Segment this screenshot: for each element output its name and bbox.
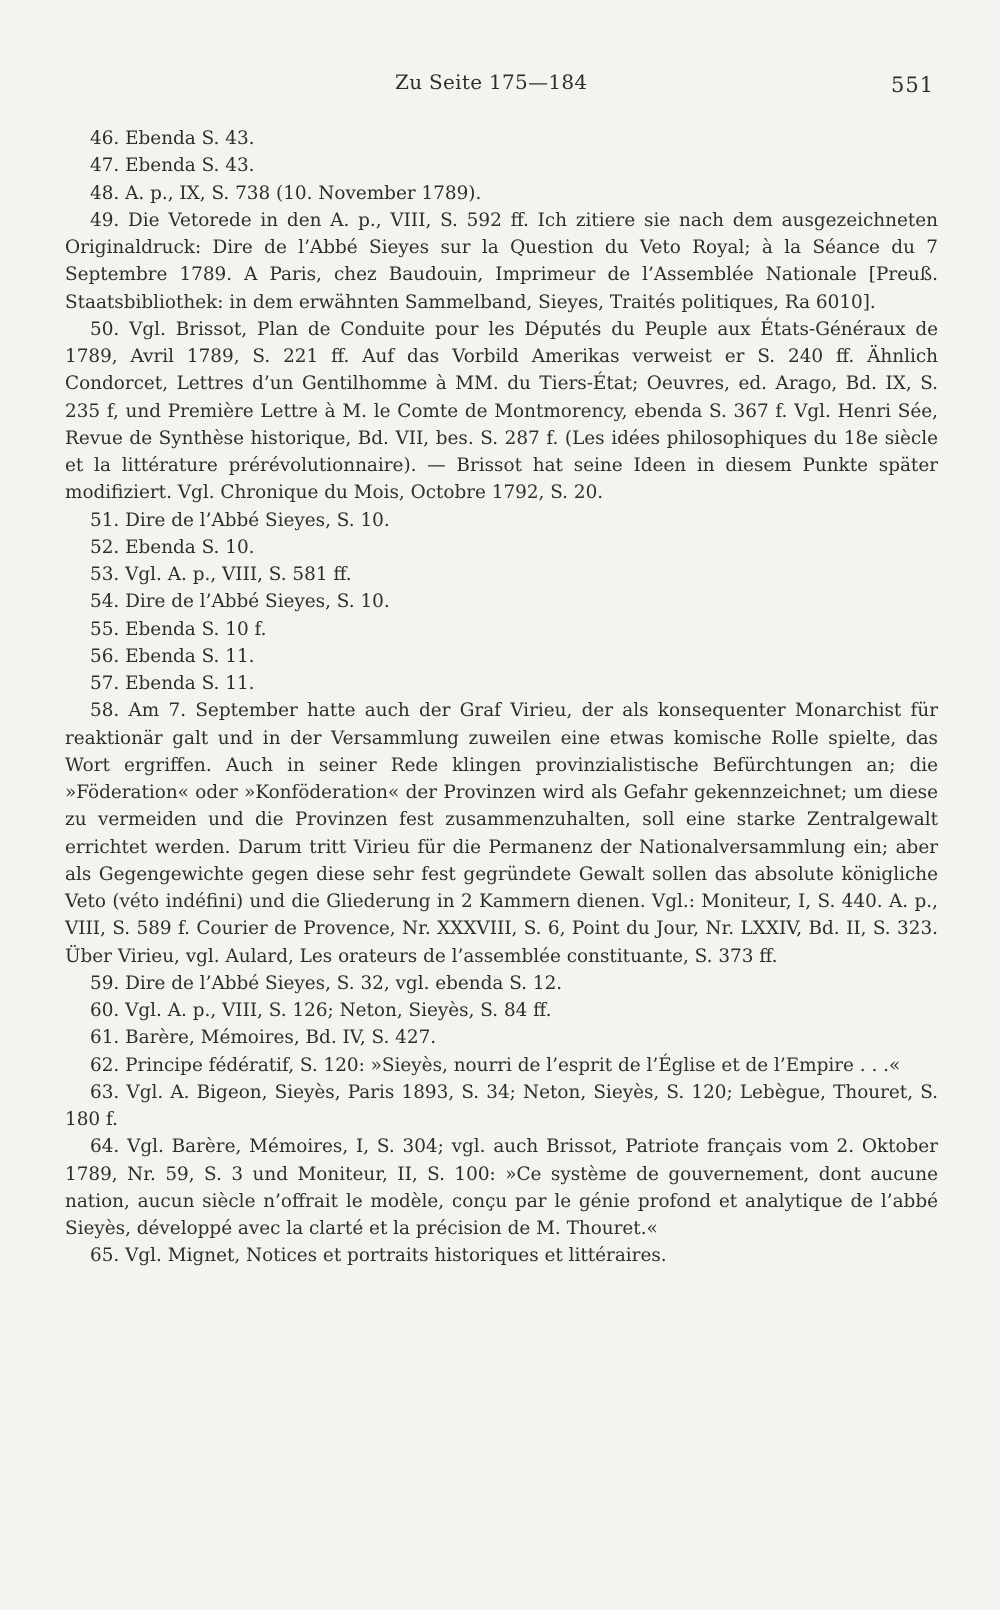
endnote-text: Dire de l’Abbé Sieyes, S. 10. (125, 509, 390, 531)
endnote (65, 1024, 938, 1051)
endnotes-list (65, 125, 938, 1270)
endnote-number: 56. (90, 645, 120, 667)
endnote-text: Principe fédératif, S. 120: »Sieyès, nourri de l’esprit de l’Église et de l’Empire . . .« (125, 1054, 901, 1076)
endnote-number: 52. (90, 536, 120, 558)
endnote-number: 57. (90, 673, 120, 694)
running-header-title: Zu Seite 175—184 (395, 70, 588, 94)
endnote-text: Vgl. A. p., VIII, S. 126; Neton, Sieyès, S. 84 ff. (125, 1000, 552, 1021)
endnote-number: 58. (90, 700, 120, 722)
endnote (65, 697, 938, 970)
endnote (65, 125, 938, 152)
endnote-text: Vgl. Barère, Mémoires, I, S. 304; vgl. auch Brissot, Patriote français vom 2. Oktober 1789, Nr. 59, S. 3 und Moniteur, II, S. 100: »Ce système de gouvernement, dont aucune nation, aucun siècle n’offrait le modèle, conçu par le génie profond et analytique de l’abbé Sieyès, développé avec la clarté et la précision de M. Thouret.« (65, 1136, 938, 1239)
endnote-number: 55. (90, 618, 120, 640)
endnote-text: A. p., IX, S. 738 (10. November 1789). (125, 182, 482, 204)
endnote (65, 534, 938, 561)
endnote (65, 997, 938, 1024)
endnote-text: Am 7. September hatte auch der Graf Virieu, der als konsequenter Monarchist für reaktionär galt und in der Versammlung zuweilen eine etwas komische Rolle spielte, das Wort ergriffen. Auch in seiner Rede klingen provinzialistische Befürchtungen an; die »Föderation« oder »Konföderation« der Provinzen wird als Gefahr gekennzeichnet; um diese zu vermeiden und die Provinzen fest zusammenzuhalten, soll eine starke Zentralgewalt errichtet werden. Darum tritt Virieu für die Permanenz der Nationalversammlung ein; aber als Gegengewichte gegen diese sehr fest gegründete Gewalt sollen das absolute königliche Veto (véto indéfini) und die Gliederung in 2 Kammern dienen. Vgl.: Moniteur, I, S. 440. A. p., VIII, S. 589 f. Courier de Provence, Nr. XXXVIII, S. 6, Point du Jour, Nr. LXXIV, Bd. II, S. 323. Über Virieu, vgl. Aulard, Les orateurs de l’assemblée constituante, S. 373 ff. (65, 700, 938, 967)
endnote (65, 1133, 938, 1242)
endnote (65, 207, 938, 316)
endnote-text: Ebenda S. 43. (125, 128, 255, 149)
endnote (65, 507, 938, 534)
endnote-text: Ebenda S. 11. (125, 673, 255, 694)
endnote (65, 180, 938, 207)
endnote-number: 62. (90, 1054, 120, 1076)
endnote-number: 61. (90, 1027, 120, 1049)
endnote (65, 561, 938, 588)
endnote-number: 47. (90, 155, 120, 177)
endnote-number: 64. (90, 1136, 120, 1158)
endnote-number: 51. (90, 509, 120, 531)
endnote-text: Ebenda S. 43. (125, 155, 255, 177)
endnote-number: 50. (90, 318, 120, 340)
endnote (65, 588, 938, 615)
endnote (65, 643, 938, 670)
endnote (65, 1079, 938, 1134)
endnote-number: 48. (90, 182, 120, 204)
endnote-text: Dire de l’Abbé Sieyes, S. 32, vgl. ebenda S. 12. (125, 972, 563, 994)
endnote-text: Vgl. Mignet, Notices et portraits historiques et littéraires. (125, 1245, 667, 1267)
endnote-number: 60. (90, 1000, 120, 1021)
endnote-text: Die Vetorede in den A. p., VIII, S. 592 ff. Ich zitiere sie nach dem ausgezeichneten Originaldruck: Dire de l’Abbé Sieyes sur la Question du Veto Royal; à la Séance du 7 Septembre 1789. A Paris, chez Baudouin, Imprimeur de l’Assemblée Nationale [Preuß. Staatsbibliothek: in dem erwähnten Sammelband, Sieyes, Traités politiques, Ra 6010]. (65, 209, 938, 313)
endnote-number: 46. (90, 128, 120, 149)
endnote-number: 54. (90, 591, 120, 613)
endnote-text: Vgl. Brissot, Plan de Conduite pour les Députés du Peuple aux États-Généraux de 1789, Avril 1789, S. 221 ff. Auf das Vorbild Amerikas verweist er S. 240 ff. Ähnlich Condorcet, Lettres d’un Gentilhomme à MM. du Tiers-État; Oeuvres, ed. Arago, Bd. IX, S. 235 f, und Première Lettre à M. le Comte de Montmorency, ebenda S. 367 f. Vgl. Henri Sée, Revue de Synthèse historique, Bd. VII, bes. S. 287 f. (Les idées philosophiques du 18e siècle et la littérature prérévolutionnaire). — Brissot hat seine Ideen in diesem Punkte später modifiziert. Vgl. Chronique du Mois, Octobre 1792, S. 20. (65, 318, 938, 504)
endnote-text: Ebenda S. 10 f. (125, 618, 267, 640)
endnote-text: Ebenda S. 10. (125, 536, 255, 558)
endnote (65, 970, 938, 997)
endnote-number: 63. (90, 1081, 120, 1103)
endnote (65, 616, 938, 643)
running-header (0, 70, 1000, 100)
endnote-number: 59. (90, 972, 120, 994)
endnote (65, 152, 938, 179)
endnote-text: Ebenda S. 11. (125, 645, 255, 667)
endnote-number: 53. (90, 564, 120, 585)
endnote-number: 65. (90, 1245, 120, 1267)
endnote (65, 316, 938, 507)
endnote (65, 1242, 938, 1269)
endnote-text: Vgl. A. p., VIII, S. 581 ff. (125, 564, 352, 585)
endnote-text: Barère, Mémoires, Bd. IV, S. 427. (125, 1027, 437, 1049)
page-number: 551 (891, 73, 935, 97)
endnote-number: 49. (90, 209, 120, 231)
endnote (65, 1052, 938, 1079)
endnote-text: Dire de l’Abbé Sieyes, S. 10. (125, 591, 390, 613)
endnote-text: Vgl. A. Bigeon, Sieyès, Paris 1893, S. 34; Neton, Sieyès, S. 120; Lebègue, Thouret, S. 180 f. (65, 1081, 938, 1130)
endnote (65, 670, 938, 697)
